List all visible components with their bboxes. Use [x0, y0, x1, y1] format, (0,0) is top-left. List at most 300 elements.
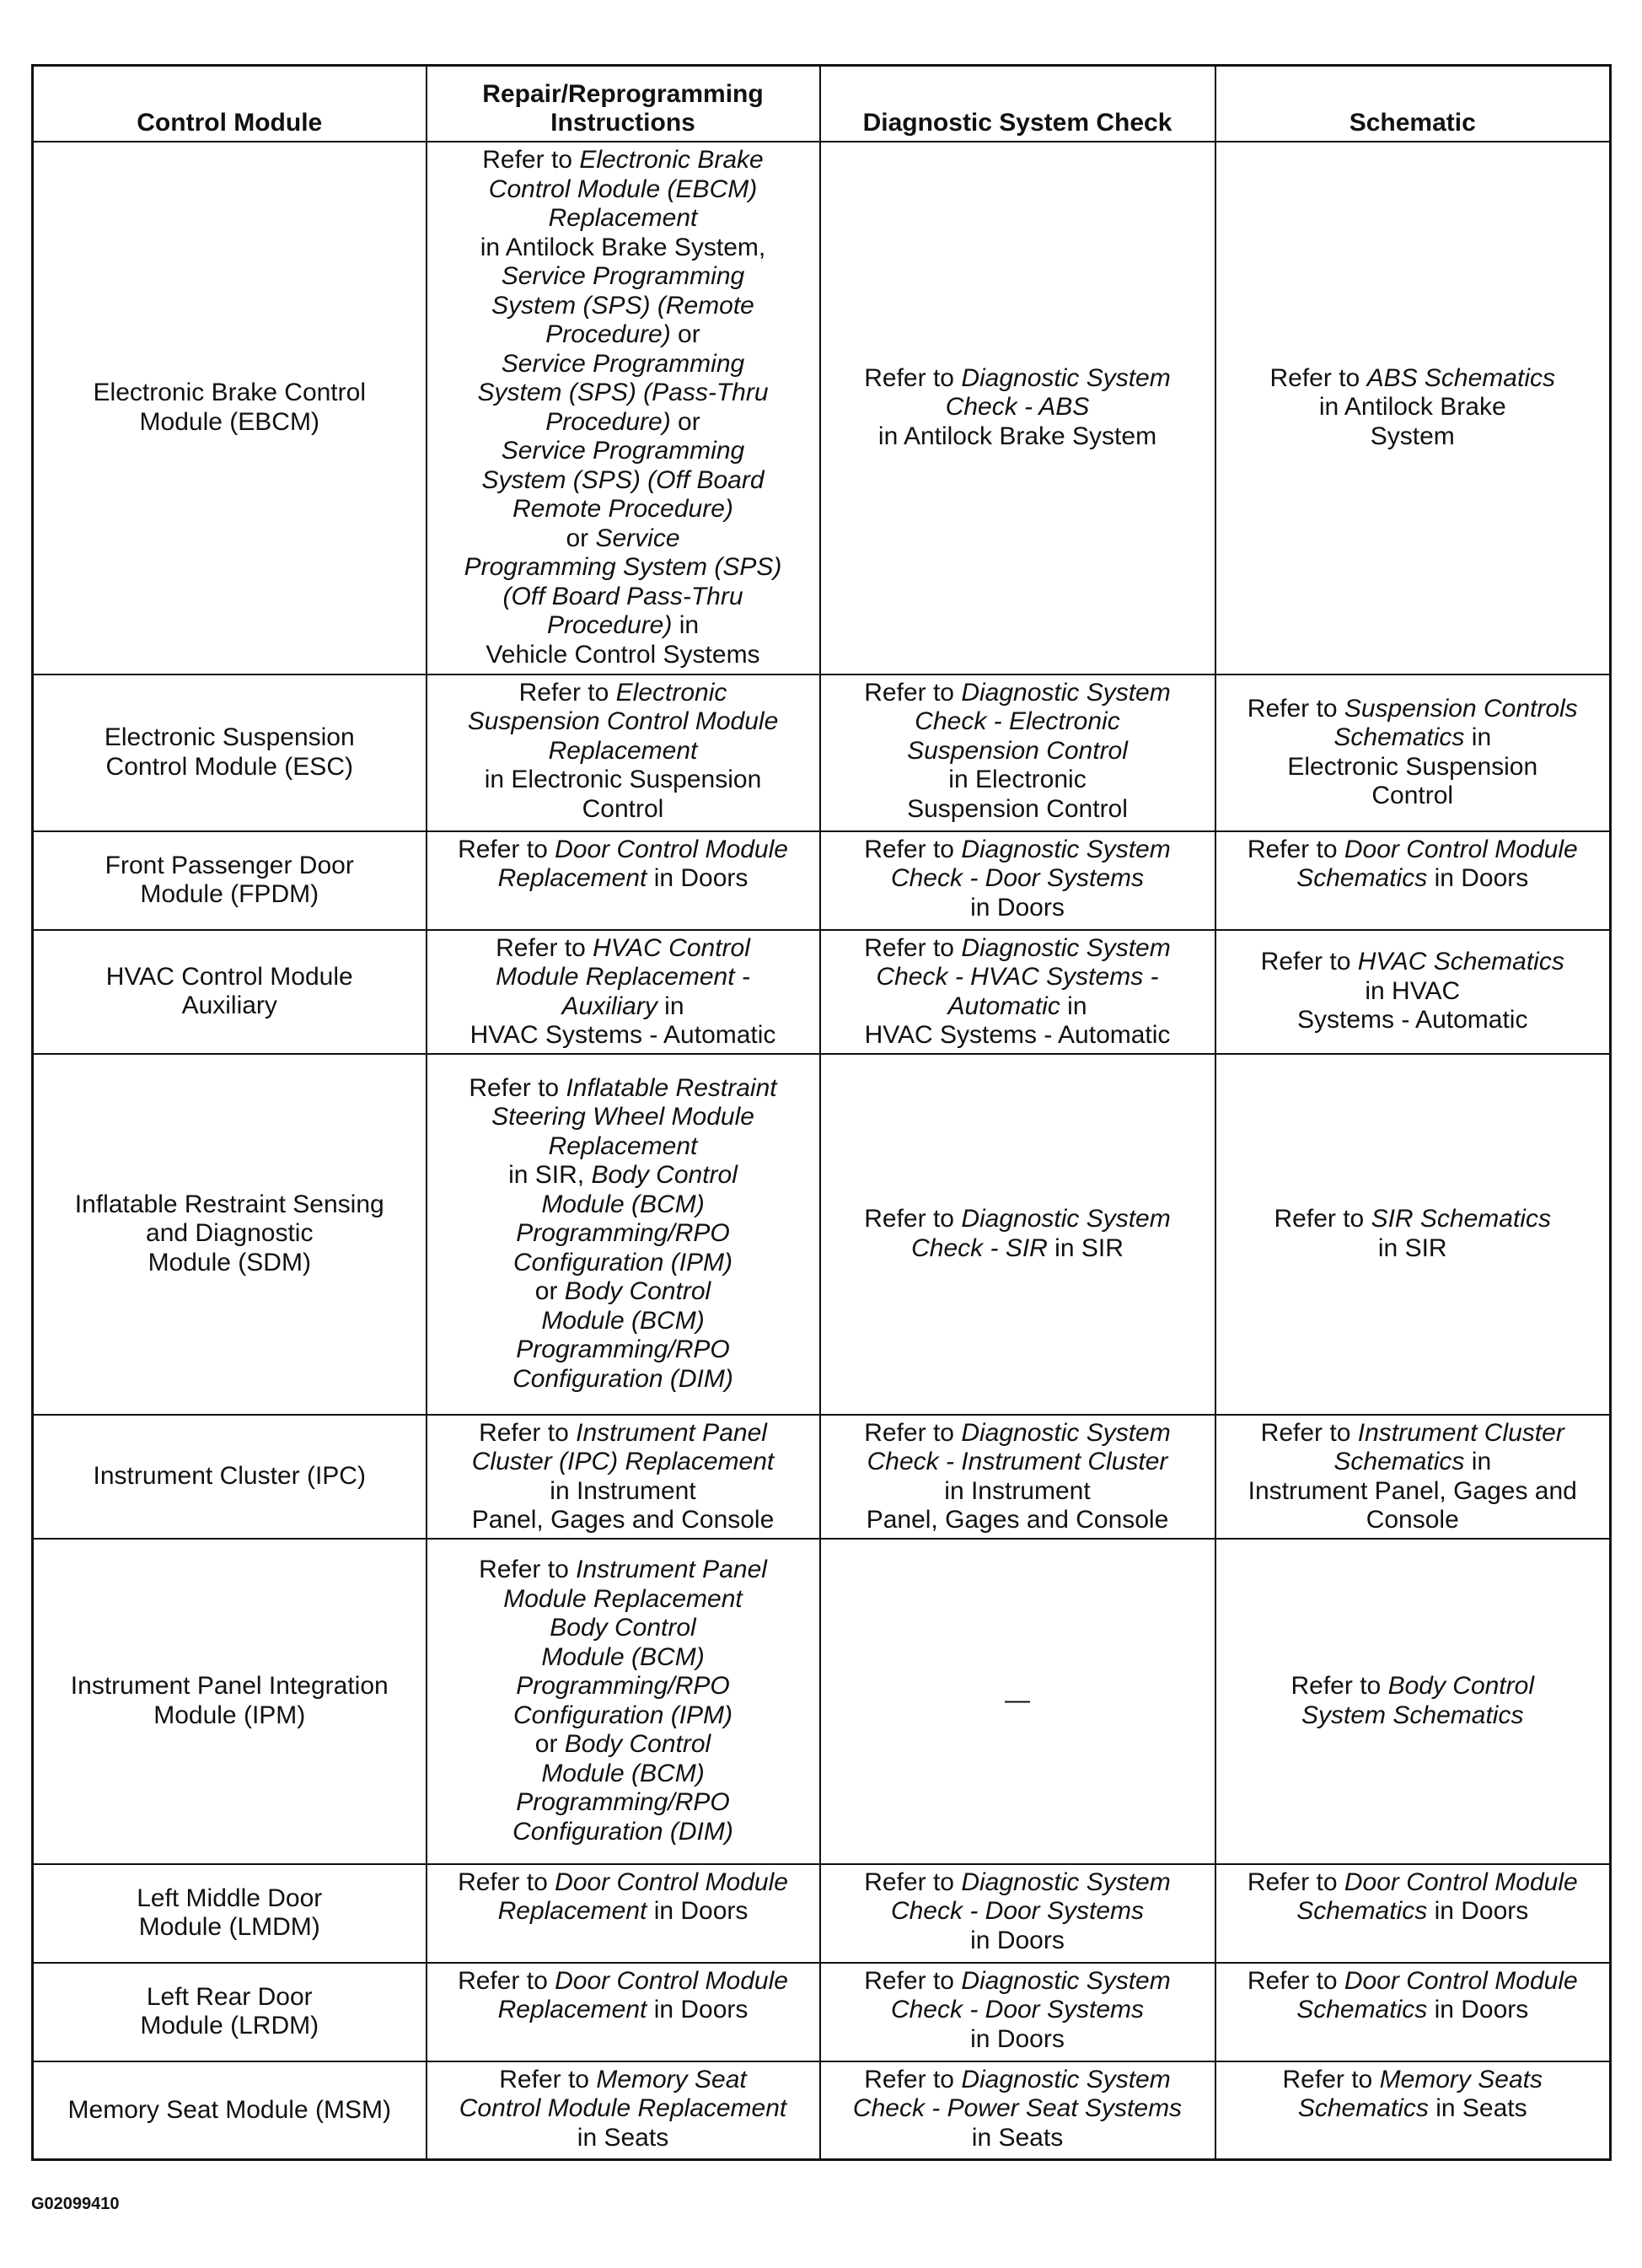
cell-line — [829, 1234, 1206, 1264]
header-text: Diagnostic System Check — [862, 109, 1172, 137]
italic-reference-text: Configuration (IPM) — [512, 1248, 733, 1276]
schematic-cell — [1215, 1539, 1611, 1864]
cell-text: in SIR — [1047, 1233, 1124, 1262]
cell-line — [42, 379, 417, 408]
cell-line — [436, 1897, 811, 1927]
cell-line — [829, 2094, 1206, 2124]
italic-reference-text: HVAC Control — [593, 933, 750, 962]
italic-reference-text: Check - Instrument Cluster — [867, 1448, 1168, 1475]
italic-reference-text: Module (BCM) — [541, 1642, 705, 1671]
cell-text: in Electronic Suspension — [484, 766, 762, 793]
italic-reference-text: Control Module (EBCM) — [488, 175, 758, 203]
cell-text: Module (SDM) — [148, 1248, 311, 1276]
italic-reference-text: Programming/RPO — [516, 1336, 730, 1364]
italic-reference-text: Control Module Replacement — [459, 2094, 787, 2122]
italic-reference-text: Check - Door Systems — [890, 1897, 1145, 1925]
cell-line — [1225, 1701, 1602, 1731]
cell-line — [1225, 1996, 1602, 2025]
italic-reference-text: Body Control — [564, 1277, 711, 1306]
cell-line — [829, 2066, 1206, 2095]
cell-text: Console — [1366, 1506, 1459, 1534]
cell-line — [1225, 753, 1602, 782]
cell-text: Panel, Gages and Console — [471, 1506, 775, 1534]
cell-text: Refer to — [1247, 1966, 1344, 1995]
cell-line — [436, 1868, 811, 1898]
cell-line — [1225, 1448, 1602, 1477]
italic-reference-text: (Off Board Pass-Thru — [502, 582, 743, 610]
cell-line — [436, 1506, 811, 1535]
cell-text: Refer to — [1274, 1205, 1371, 1233]
cell-text: Control — [582, 794, 664, 823]
cell-text: in Antilock Brake System — [877, 422, 1157, 450]
cell-line — [829, 393, 1206, 422]
cell-line — [42, 723, 417, 753]
schematic-cell — [1215, 1415, 1611, 1539]
italic-reference-text: Diagnostic System — [961, 1418, 1171, 1447]
cell-line — [1225, 393, 1602, 422]
cell-line — [42, 1219, 417, 1249]
cell-text: Refer to — [458, 1868, 555, 1896]
cell-line — [436, 408, 811, 438]
italic-reference-text: Programming/RPO — [516, 1788, 730, 1816]
cell-line — [1225, 364, 1602, 394]
italic-reference-text: Programming/RPO — [516, 1219, 730, 1248]
cell-line — [42, 1190, 417, 1220]
cell-text: and Diagnostic — [146, 1219, 314, 1248]
cell-text: or — [670, 320, 700, 348]
cell-line — [42, 852, 417, 881]
cell-line — [42, 1983, 417, 2013]
cell-text: in — [1060, 992, 1087, 1020]
table-row — [33, 1864, 1611, 1963]
italic-reference-text: Door Control Module — [555, 1966, 788, 1995]
cell-line — [829, 1021, 1206, 1051]
cell-line — [42, 1913, 417, 1943]
cell-text: in Electronic — [948, 766, 1087, 793]
header-text: Schematic — [1349, 109, 1476, 137]
cell-line — [436, 1074, 811, 1104]
cell-line — [436, 1365, 811, 1395]
cell-text: Module (FPDM) — [140, 880, 319, 908]
cell-line — [436, 1614, 811, 1643]
diagnostic-check-cell — [820, 142, 1215, 674]
cell-text: Module (LMDM) — [138, 1913, 320, 1941]
cell-text: Left Middle Door — [137, 1884, 323, 1912]
cell-text: HVAC Systems - Automatic — [864, 1021, 1171, 1049]
cell-line — [436, 204, 811, 234]
cell-line — [42, 963, 417, 992]
cell-line — [1225, 2094, 1602, 2124]
italic-reference-text: Procedure) — [545, 407, 671, 436]
cell-line — [436, 795, 811, 825]
cell-line — [829, 1506, 1206, 1535]
cell-text: System — [1370, 422, 1455, 450]
italic-reference-text: Procedure) — [546, 611, 673, 639]
cell-text: Systems - Automatic — [1297, 1006, 1528, 1035]
schematic-cell — [1215, 142, 1611, 674]
cell-line — [436, 437, 811, 466]
cell-line — [1225, 836, 1602, 865]
figure-id: G02099410 — [31, 2195, 120, 2213]
cell-text: Instrument Cluster (IPC) — [93, 1461, 366, 1490]
repair-instructions-cell — [427, 831, 820, 930]
cell-text: in Doors — [1427, 864, 1529, 892]
cell-text: Refer to — [1269, 363, 1367, 392]
cell-text: Inflatable Restraint Sensing — [74, 1190, 384, 1218]
control-module-cell — [33, 1415, 427, 1539]
cell-text: in Doors — [647, 864, 749, 892]
cell-line — [436, 2066, 811, 2095]
italic-reference-text: System (SPS) (Pass-Thru — [477, 379, 769, 406]
cell-line — [436, 707, 811, 737]
italic-reference-text: Body Control — [591, 1161, 738, 1190]
diagnostic-check-cell — [820, 831, 1215, 930]
cell-line — [42, 1462, 417, 1491]
repair-instructions-cell — [427, 1864, 820, 1963]
italic-reference-text: Automatic — [947, 992, 1060, 1020]
italic-reference-text: Schematics — [1296, 864, 1428, 892]
italic-reference-text: Electronic Brake — [579, 146, 764, 174]
italic-reference-text: Module Replacement — [503, 1584, 743, 1613]
cell-line — [436, 1103, 811, 1132]
cell-text: in — [1464, 1448, 1492, 1475]
cell-line — [436, 1818, 811, 1847]
italic-reference-text: Configuration (DIM) — [512, 1364, 733, 1393]
cell-line — [436, 1643, 811, 1673]
cell-line — [436, 292, 811, 321]
cell-line — [1225, 1419, 1602, 1448]
cell-text: Refer to — [864, 1966, 962, 1995]
cell-line — [42, 880, 417, 910]
repair-instructions-cell — [427, 1539, 820, 1864]
cell-line — [436, 992, 811, 1022]
cell-line — [436, 1132, 811, 1162]
cell-line — [436, 1249, 811, 1278]
italic-reference-text: Programming/RPO — [516, 1672, 730, 1700]
cell-text: Refer to — [518, 678, 616, 707]
italic-reference-text: Module (BCM) — [541, 1306, 705, 1335]
header-control-module — [33, 66, 427, 142]
cell-text: Refer to — [1291, 1672, 1388, 1700]
italic-reference-text: Suspension Control Module — [467, 707, 779, 735]
diagnostic-check-cell — [820, 1415, 1215, 1539]
cell-text: Refer to — [864, 835, 962, 863]
cell-text: Refer to — [1260, 1418, 1358, 1447]
cell-line — [1225, 1967, 1602, 1997]
diagnostic-check-cell — [820, 674, 1215, 831]
cell-text: — — [1005, 1686, 1030, 1715]
italic-reference-text: Door Control Module — [555, 1868, 788, 1896]
italic-reference-text: Check - HVAC Systems - — [876, 963, 1159, 991]
cell-line — [829, 1868, 1206, 1898]
cell-line — [436, 963, 811, 992]
cell-text: Refer to — [482, 146, 580, 174]
cell-text: in Doors — [1427, 1996, 1529, 2023]
cell-line — [42, 992, 417, 1021]
header-repair-instructions — [427, 66, 820, 142]
header-schematic — [1215, 66, 1611, 142]
italic-reference-text: Door Control Module — [1344, 1868, 1578, 1896]
cell-line — [436, 1219, 811, 1249]
italic-reference-text: Suspension Control — [907, 736, 1128, 765]
cell-line — [1225, 1672, 1602, 1701]
cell-text: Refer to — [1282, 2065, 1380, 2093]
cell-line — [1225, 1506, 1602, 1535]
cell-text: Refer to — [1247, 1868, 1344, 1896]
cell-text: in Doors — [970, 1926, 1065, 1954]
schematic-cell — [1215, 1054, 1611, 1415]
cell-line — [829, 422, 1206, 452]
cell-text: Electronic Suspension — [1287, 752, 1538, 781]
italic-reference-text: System (SPS) (Off Board — [481, 465, 765, 494]
cell-line — [436, 1336, 811, 1365]
cell-text: in Doors — [647, 1996, 749, 2023]
cell-line — [1225, 695, 1602, 724]
table-row — [33, 1539, 1611, 1864]
italic-reference-text: Check - Power Seat Systems — [852, 2094, 1183, 2122]
cell-line — [42, 1249, 417, 1278]
cell-line — [42, 753, 417, 782]
cell-line — [1225, 977, 1602, 1007]
cell-text: or — [534, 1277, 565, 1306]
schematic-cell — [1215, 930, 1611, 1054]
cell-text: Electronic Suspension — [104, 723, 355, 751]
cell-line — [436, 737, 811, 766]
schematic-cell — [1215, 2061, 1611, 2160]
diagnostic-check-cell — [820, 2061, 1215, 2160]
italic-reference-text: Procedure) — [545, 320, 671, 348]
cell-line — [1225, 723, 1602, 753]
cell-text: in — [672, 611, 700, 639]
cell-line — [829, 864, 1206, 894]
cell-line — [829, 1927, 1206, 1956]
table-row — [33, 674, 1611, 831]
cell-text: in Doors — [970, 2024, 1065, 2053]
table-row — [33, 831, 1611, 930]
cell-line — [42, 1701, 417, 1731]
cell-line — [436, 146, 811, 175]
table-row — [33, 1415, 1611, 1539]
table-row — [33, 142, 1611, 674]
cell-text: Refer to — [499, 2065, 597, 2093]
cell-line — [436, 1996, 811, 2025]
schematic-cell — [1215, 831, 1611, 930]
cell-text: Refer to — [864, 678, 962, 707]
cell-text: in Seats — [577, 2123, 669, 2152]
table-body — [33, 142, 1611, 2160]
cell-text: Memory Seat Module (MSM) — [67, 2095, 391, 2124]
cell-text: Refer to — [479, 1418, 577, 1447]
header-row — [33, 66, 1611, 142]
cell-text: Refer to — [458, 835, 555, 863]
italic-reference-text: Diagnostic System — [961, 1205, 1171, 1233]
italic-reference-text: HVAC Schematics — [1357, 948, 1564, 976]
cell-line — [436, 175, 811, 205]
repair-instructions-cell — [427, 2061, 820, 2160]
cell-text: Refer to — [458, 1966, 555, 1995]
italic-reference-text: Diagnostic System — [961, 678, 1171, 707]
cell-line — [436, 1161, 811, 1190]
italic-reference-text: Service Programming — [501, 262, 745, 290]
cell-text: in SIR — [1377, 1233, 1447, 1262]
italic-reference-text: Schematics — [1333, 723, 1465, 751]
cell-line — [42, 2012, 417, 2041]
italic-reference-text: Door Control Module — [1344, 1966, 1578, 1995]
cell-line — [829, 1996, 1206, 2025]
italic-reference-text: Remote Procedure) — [512, 495, 733, 523]
cell-line — [829, 934, 1206, 964]
cell-line — [436, 2094, 811, 2124]
cell-line — [42, 408, 417, 438]
repair-instructions-cell — [427, 930, 820, 1054]
cell-line — [1225, 1477, 1602, 1507]
cell-line — [829, 1897, 1206, 1927]
cell-line — [1225, 1897, 1602, 1927]
italic-reference-text: Configuration (IPM) — [512, 1701, 733, 1729]
cell-line — [436, 1672, 811, 1701]
cell-text: in Doors — [647, 1897, 749, 1925]
cell-line — [436, 583, 811, 612]
cell-line — [829, 679, 1206, 708]
diagnostic-check-cell — [820, 1864, 1215, 1963]
cell-text: in SIR, — [508, 1161, 592, 1190]
cell-text: Instrument Panel, Gages and — [1248, 1476, 1577, 1505]
cell-text: Refer to — [1260, 948, 1358, 976]
cell-line — [1225, 2066, 1602, 2095]
table-row — [33, 1963, 1611, 2061]
italic-reference-text: Schematics — [1297, 2094, 1429, 2122]
italic-reference-text: ABS Schematics — [1366, 363, 1555, 392]
italic-reference-text: Replacement — [548, 1131, 698, 1160]
cell-text: Refer to — [469, 1073, 566, 1102]
cell-line — [1225, 1006, 1602, 1035]
cell-line — [436, 234, 811, 263]
italic-reference-text: Replacement — [497, 864, 647, 892]
cell-line — [829, 1477, 1206, 1507]
cell-line — [436, 1788, 811, 1818]
italic-reference-text: Configuration (DIM) — [512, 1817, 733, 1846]
cell-line — [436, 320, 811, 350]
repair-instructions-cell — [427, 1963, 820, 2061]
cell-line — [436, 1277, 811, 1307]
cell-line — [436, 864, 811, 894]
diagnostic-check-cell — [820, 1963, 1215, 2061]
header-diagnostic-check — [820, 66, 1215, 142]
cell-line — [436, 1701, 811, 1731]
cell-line — [829, 992, 1206, 1022]
cell-text: or — [566, 524, 596, 552]
cell-line — [829, 836, 1206, 865]
italic-reference-text: Replacement — [548, 204, 698, 232]
italic-reference-text: Door Control Module — [1344, 835, 1578, 863]
cell-line — [42, 2096, 417, 2126]
cell-line — [436, 1448, 811, 1477]
italic-reference-text: Check - Door Systems — [890, 1996, 1145, 2023]
cell-text: Refer to — [864, 1868, 962, 1896]
cell-line — [42, 1672, 417, 1701]
italic-reference-text: Body Control — [1387, 1672, 1534, 1700]
cell-line — [436, 1585, 811, 1615]
italic-reference-text: Diagnostic System — [961, 835, 1171, 863]
cell-line — [436, 679, 811, 708]
cell-text: or — [534, 1730, 565, 1758]
cell-line — [436, 934, 811, 964]
italic-reference-text: Instrument Panel — [576, 1418, 767, 1447]
table-row — [33, 2061, 1611, 2160]
cell-text: or — [670, 407, 700, 436]
cell-text: Vehicle Control Systems — [486, 640, 760, 669]
cell-line — [829, 2124, 1206, 2153]
italic-reference-text: Instrument Panel — [576, 1556, 767, 1583]
cell-text: Refer to — [479, 1556, 577, 1583]
cell-line — [1225, 422, 1602, 452]
cell-line — [829, 707, 1206, 737]
italic-reference-text: Module (BCM) — [541, 1759, 705, 1787]
italic-reference-text: Check - SIR — [911, 1233, 1048, 1262]
schematic-cell — [1215, 1864, 1611, 1963]
italic-reference-text: Diagnostic System — [961, 1868, 1171, 1896]
italic-reference-text: Inflatable Restraint — [566, 1073, 777, 1102]
repair-instructions-cell — [427, 1415, 820, 1539]
repair-instructions-cell — [427, 1054, 820, 1415]
cell-text: Module (LRDM) — [140, 2012, 319, 2040]
italic-reference-text: Cluster (IPC) Replacement — [471, 1448, 775, 1475]
italic-reference-text: Module Replacement - — [496, 963, 750, 991]
repair-instructions-cell — [427, 142, 820, 674]
control-module-cell — [33, 1963, 427, 2061]
cell-text: Refer to — [864, 1418, 962, 1447]
italic-reference-text: Schematics — [1296, 1996, 1428, 2023]
cell-line — [436, 1021, 811, 1051]
cell-line — [436, 1760, 811, 1789]
italic-reference-text: Service — [595, 524, 680, 552]
cell-text: in — [1464, 723, 1492, 751]
cell-text: Module (EBCM) — [139, 407, 319, 436]
italic-reference-text: Programming System (SPS) — [464, 553, 782, 581]
italic-reference-text: SIR Schematics — [1371, 1205, 1551, 1233]
italic-reference-text: Instrument Cluster — [1357, 1418, 1564, 1447]
italic-reference-text: Diagnostic System — [961, 363, 1171, 392]
cell-line — [436, 350, 811, 379]
cell-line — [436, 1477, 811, 1507]
cell-line — [436, 553, 811, 583]
italic-reference-text: Service Programming — [501, 437, 745, 465]
cell-line — [42, 1884, 417, 1914]
cell-text: Electronic Brake Control — [93, 379, 366, 406]
cell-text: Suspension Control — [907, 794, 1128, 823]
cell-text: in — [657, 992, 684, 1020]
italic-reference-text: Electronic — [615, 678, 727, 707]
cell-line — [436, 262, 811, 292]
italic-reference-text: Check - ABS — [945, 393, 1090, 422]
cell-text: in Doors — [1427, 1897, 1529, 1925]
cell-line — [436, 1307, 811, 1336]
cell-text: in Antilock Brake — [1318, 393, 1506, 422]
control-module-table — [31, 64, 1612, 2161]
italic-reference-text: System (SPS) (Remote — [491, 291, 754, 320]
italic-reference-text: Schematics — [1296, 1897, 1428, 1925]
control-module-cell — [33, 1864, 427, 1963]
header-text: Instructions — [550, 109, 695, 137]
italic-reference-text: Service Programming — [501, 349, 745, 378]
italic-reference-text: Replacement — [548, 736, 698, 765]
cell-text: HVAC Systems - Automatic — [470, 1021, 776, 1049]
cell-line — [829, 364, 1206, 394]
cell-text: in Doors — [970, 893, 1065, 922]
repair-instructions-cell — [427, 674, 820, 831]
diagnostic-check-cell — [820, 1054, 1215, 1415]
control-module-cell — [33, 1054, 427, 1415]
